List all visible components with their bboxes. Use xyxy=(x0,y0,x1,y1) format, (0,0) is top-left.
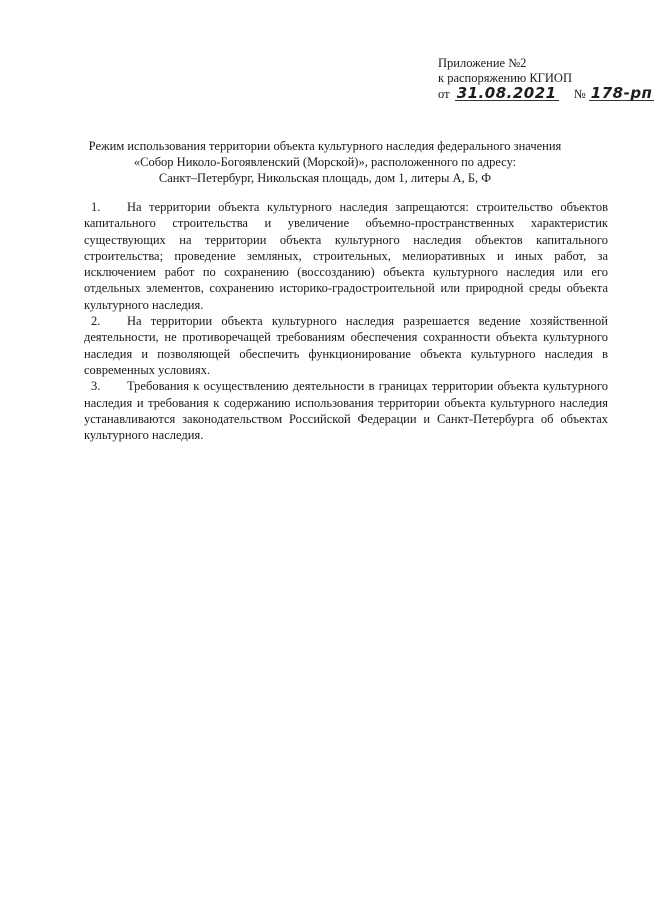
title-line-2: «Собор Николо-Богоявленский (Морской)», расположенного по адресу: xyxy=(133,155,517,169)
paragraph-number: 2. xyxy=(91,314,101,329)
title-line-3: Санкт–Петербург, Никольская площадь, дом 1, литеры А, Б, Ф xyxy=(158,171,492,185)
annex-header xyxy=(438,56,654,102)
title-line-1: Режим использования территории объекта культурного наследия федерального значения xyxy=(88,139,562,153)
paragraph-2 xyxy=(84,313,608,378)
paragraph-text: Требования к осуществлению деятельности в границах территории объекта культурного наследия и требования к содержанию использования территории объекта культурного наследия устанавливаются законодательством Российской Федерации и Санкт-Петербурга об объектах культурного наследия. xyxy=(84,379,608,443)
paragraph-number: 3. xyxy=(91,379,101,394)
paragraph-3 xyxy=(84,378,608,443)
handwritten-date: 31.08.2021 xyxy=(456,84,557,102)
paragraph-text: На территории объекта культурного наследия разрешается ведение хозяйственной деятельности, не противоречащей требованиям обеспечения сохранности объекта культурного наследия и позволяющей обеспечить функционирование объекта культурного наследия в современных условиях. xyxy=(84,314,608,377)
annex-title: Приложение №2 xyxy=(438,56,527,70)
number-prefix: № xyxy=(573,87,586,101)
paragraph-text: На территории объекта культурного наследия запрещаются: строительство объектов капитального строительства и увеличение объемно-пространственных характеристик существующих на территории объекта культурного наследия объектов капитального строительства; проведение земляных, строительных, мелиоративных и иных работ, за исключением работ по сохранению (воссозданию) объекта культурного наследия или его отдельных элементов, сохранению историко-градостроительной или природной среды объекта культурного наследия. xyxy=(84,200,608,312)
annex-reference: к распоряжению КГИОП xyxy=(438,71,572,85)
annex-date-line xyxy=(438,86,654,102)
document-title xyxy=(60,138,590,186)
handwritten-number: 178-рп xyxy=(590,84,653,102)
paragraph-number: 1. xyxy=(91,200,101,214)
paragraph-1 xyxy=(84,199,608,313)
date-prefix: от xyxy=(438,87,450,101)
document-body xyxy=(84,199,608,443)
